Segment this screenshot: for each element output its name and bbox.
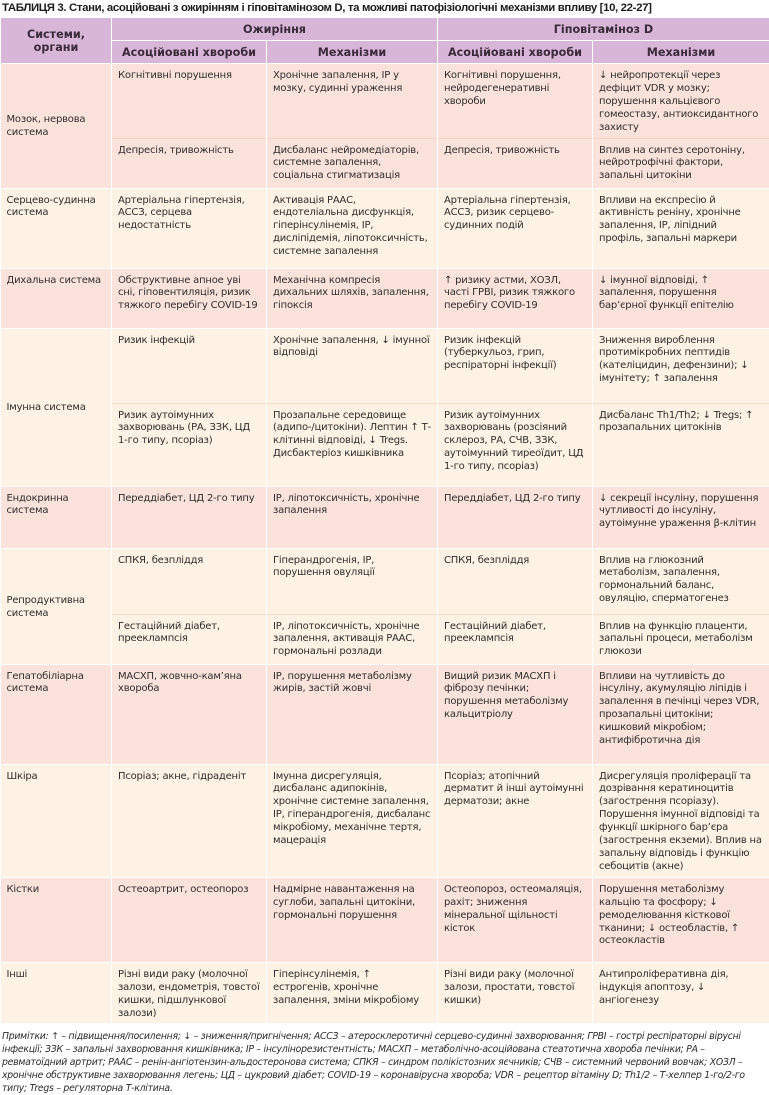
obesity-disease-cell: Ризик аутоімунних захворювань (РА, ЗЗК, ЦД 1-го типу, псоріаз) — [112, 403, 267, 486]
vitd-disease-cell: Ризик інфекцій (туберкульоз, грип, респіраторні інфекції) — [438, 328, 593, 403]
system-name: Серцево-судинна система — [1, 188, 112, 268]
vitd-disease-cell: Гестаційний діабет, прееклампсія — [438, 614, 593, 664]
vitd-mechanism-cell: ↓ нейропротекції через дефіцит VDR у мозку; порушення кальцієвого гомеостазу, антиоксидантного захисту — [593, 64, 769, 139]
system-name: Дихальна система — [1, 268, 112, 328]
table-row — [1, 188, 769, 268]
obesity-disease-cell: Когнітивні порушення — [112, 64, 267, 139]
obesity-mechanism-cell: ІР, ліпотоксичність, хронічне запалення — [267, 486, 438, 548]
table-row — [1, 403, 769, 486]
header-obesity: Ожиріння — [112, 18, 438, 41]
obesity-disease-cell: Переддіабет, ЦД 2-го типу — [112, 486, 267, 548]
obesity-disease-cell: Псоріаз; акне, гідраденіт — [112, 764, 267, 877]
table-row — [1, 64, 769, 139]
table-row — [1, 138, 769, 188]
system-name: Інші — [1, 962, 112, 1023]
table-row — [1, 268, 769, 328]
obesity-disease-cell: Ризик інфекцій — [112, 328, 267, 403]
table-body — [1, 64, 769, 1024]
obesity-disease-cell: Гестаційний діабет, прееклампсія — [112, 614, 267, 664]
vitd-mechanism-cell: Вплив на синтез серотоніну, нейротрофічні фактори, запальні цитокіни — [593, 138, 769, 188]
vitd-disease-cell: ↑ ризику астми, ХОЗЛ, часті ГРВІ, ризик тяжкого перебігу COVID-19 — [438, 268, 593, 328]
obesity-disease-cell: Обструктивне апное уві сні, гіповентиляція, ризик тяжкого перебігу COVID-19 — [112, 268, 267, 328]
table-row — [1, 764, 769, 877]
table-row — [1, 962, 769, 1023]
table-notes: Примітки: ↑ – підвищення/посилення; ↓ – зниження/пригнічення; АССЗ – атеросклеротичні серцево-судинні захворювання; ГРВІ – гострі респіраторні вірусні інфекції; ЗЗК – запальні захворювання кишківника; ІР – інсулінорезистентність; МАСХП – метаболічно-асоційована стеатотична хвороба печінки; РА – ревматоїдний артрит; РААС – ренін-ангіотензин-альдостеронова система; СПКЯ – синдром полікістозних яєчників; СЧВ – системний червоний вовчак; ХОЗЛ – хронічне обструктивне захворювання легень; ЦД – цукровий діабет; COVID-19 – коронавірусна хвороба; VDR – рецептор вітаміну D; Th1/2 – Т-хелпер 1-го/2-го типу; Tregs – регуляторна Т-клітина. — [0, 1023, 769, 1095]
vitd-disease-cell: Вищий ризик МАСХП і фіброзу печінки; порушення метаболізму кальцитріолу — [438, 664, 593, 764]
vitd-mechanism-cell: Дисрегуляція проліферації та дозрівання кератиноцитів (загострення псоріазу). Порушення імунної відповіді та функції шкірного бар’єра (загострення екземи). Вплив на запальну відповідь і функцію себоцитів (акне) — [593, 764, 769, 877]
table-header — [1, 18, 769, 64]
obesity-mechanism-cell: Механічна компресія дихальних шляхів, запалення, гіпоксія — [267, 268, 438, 328]
vitd-disease-cell: Різні види раку (молочної залози, простати, товстої кишки) — [438, 962, 593, 1023]
vitd-mechanism-cell: Вплив на функцію плаценти, запальні процеси, метаболізм глюкози — [593, 614, 769, 664]
obesity-mechanism-cell: Імунна дисрегуляція, дисбаланс адипокінів, хронічне системне запалення, ІР, гіперандрогенія, дисбаланс мікробіому, механічне тертя, мацерація — [267, 764, 438, 877]
vitd-mechanism-cell: Впливи на чутливість до інсуліну, акумуляцію ліпідів і запалення в печінці через VDR, прозапальні цитокіни; кишковий мікробіом; антифібротична дія — [593, 664, 769, 764]
obesity-disease-cell: МАСХП, жовчно-кам’яна хвороба — [112, 664, 267, 764]
vitd-mechanism-cell: Дисбаланс Th1/Th2; ↓ Tregs; ↑ прозапальних цитокінів — [593, 403, 769, 486]
header-obesity-mechanisms: Механізми — [267, 41, 438, 64]
vitd-disease-cell: Ризик аутоімунних захворювань (розсіяний склероз, РА, СЧВ, ЗЗК, аутоімунний тиреоїдит, ЦД 1-го типу, псоріаз) — [438, 403, 593, 486]
table-row — [1, 548, 769, 614]
obesity-mechanism-cell: Гіперандрогенія, ІР, порушення овуляції — [267, 548, 438, 614]
obesity-mechanism-cell: Прозапальне середовище (адипо-/цитокіни). Лептин ↑ Т-клітинні відповіді, ↓ Tregs. Дисбактеріоз кишківника — [267, 403, 438, 486]
system-name: Ендокринна система — [1, 486, 112, 548]
obesity-mechanism-cell: Хронічне запалення, ІР у мозку, судинні ураження — [267, 64, 438, 139]
vitd-mechanism-cell: ↓ імунної відповіді, ↑ запалення, порушення бар’єрної функції епітелію — [593, 268, 769, 328]
vitd-disease-cell: Остеопороз, остеомаляція, рахіт; зниження мінеральної щільності кісток — [438, 877, 593, 962]
obesity-mechanism-cell: Хронічне запалення, ↓ імунної відповіді — [267, 328, 438, 403]
obesity-mechanism-cell: ІР, порушення метаболізму жирів, застій жовчі — [267, 664, 438, 764]
obesity-disease-cell: Артеріальна гіпертензія, АССЗ, серцева недостатність — [112, 188, 267, 268]
obesity-mechanism-cell: ІР, ліпотоксичність, хронічне запалення, активація РААС, гормональні розлади — [267, 614, 438, 664]
system-name: Репродуктивна система — [1, 548, 112, 664]
obesity-mechanism-cell: Дисбаланс нейромедіаторів, системне запалення, соціальна стигматизація — [267, 138, 438, 188]
vitd-mechanism-cell: Вплив на глюкозний метаболізм, запалення, гормональний баланс, овуляцію, сперматогенез — [593, 548, 769, 614]
obesity-disease-cell: Депресія, тривожність — [112, 138, 267, 188]
obesity-mechanism-cell: Надмірне навантаження на суглоби, запальні цитокіни, гормональні порушення — [267, 877, 438, 962]
header-obesity-diseases: Асоційовані хвороби — [112, 41, 267, 64]
vitd-mechanism-cell: Антипроліферативна дія, індукція апоптозу, ↓ ангіогенезу — [593, 962, 769, 1023]
obesity-mechanism-cell: Активація РААС, ендотеліальна дисфункція, гіперінсулінемія, ІР, дисліпідемія, ліпотоксичність, системне запалення — [267, 188, 438, 268]
system-name: Кістки — [1, 877, 112, 962]
vitd-mechanism-cell: Зниження вироблення протимікробних пептидів (кателіцидин, дефензини); ↓ імунітету; ↑ запалення — [593, 328, 769, 403]
table-row — [1, 614, 769, 664]
vitd-disease-cell: Псоріаз; атопічний дерматит й інші аутоімунні дерматози; акне — [438, 764, 593, 877]
obesity-disease-cell: СПКЯ, безпліддя — [112, 548, 267, 614]
table-row — [1, 877, 769, 962]
vitd-mechanism-cell: Порушення метаболізму кальцію та фосфору; ↓ ремоделювання кісткової тканини; ↓ остеобластів, ↑ остеокластів — [593, 877, 769, 962]
system-name: Мозок, нервова система — [1, 64, 112, 189]
header-vitamin-d: Гіповітаміноз D — [438, 18, 769, 41]
vitd-mechanism-cell: ↓ секреції інсуліну, порушення чутливості до інсуліну, аутоімунне ураження β-клітин — [593, 486, 769, 548]
table-row — [1, 486, 769, 548]
table-row — [1, 664, 769, 764]
system-name: Імунна система — [1, 328, 112, 486]
vitd-mechanism-cell: Впливи на експресію й активність реніну, хронічне запалення, ІР, ліпідний профіль, запальні маркери — [593, 188, 769, 268]
obesity-mechanism-cell: Гіперінсулінемія, ↑ естрогенів, хронічне запалення, зміни мікробіому — [267, 962, 438, 1023]
vitd-disease-cell: СПКЯ, безпліддя — [438, 548, 593, 614]
vitd-disease-cell: Когнітивні порушення, нейродегенеративні хвороби — [438, 64, 593, 139]
obesity-disease-cell: Різні види раку (молочної залози, ендометрія, товстої кишки, підшлункової залози) — [112, 962, 267, 1023]
obesity-disease-cell: Остеоартрит, остеопороз — [112, 877, 267, 962]
header-systems: Системи, органи — [1, 18, 112, 64]
system-name: Гепатобіліарна система — [1, 664, 112, 764]
system-name: Шкіра — [1, 764, 112, 877]
vitd-disease-cell: Артеріальна гіпертензія, АССЗ, ризик серцево-судинних подій — [438, 188, 593, 268]
vitd-disease-cell: Депресія, тривожність — [438, 138, 593, 188]
vitd-disease-cell: Переддіабет, ЦД 2-го типу — [438, 486, 593, 548]
table-caption: ТАБЛИЦЯ 3. Стани, асоційовані з ожирінням і гіповітамінозом D, та можливі патофізіологічні механізми впливу [10, 22-27] — [0, 0, 769, 17]
table-row — [1, 328, 769, 403]
header-vitd-diseases: Асоційовані хвороби — [438, 41, 593, 64]
comparison-table — [0, 17, 769, 1023]
header-vitd-mechanisms: Механізми — [593, 41, 769, 64]
